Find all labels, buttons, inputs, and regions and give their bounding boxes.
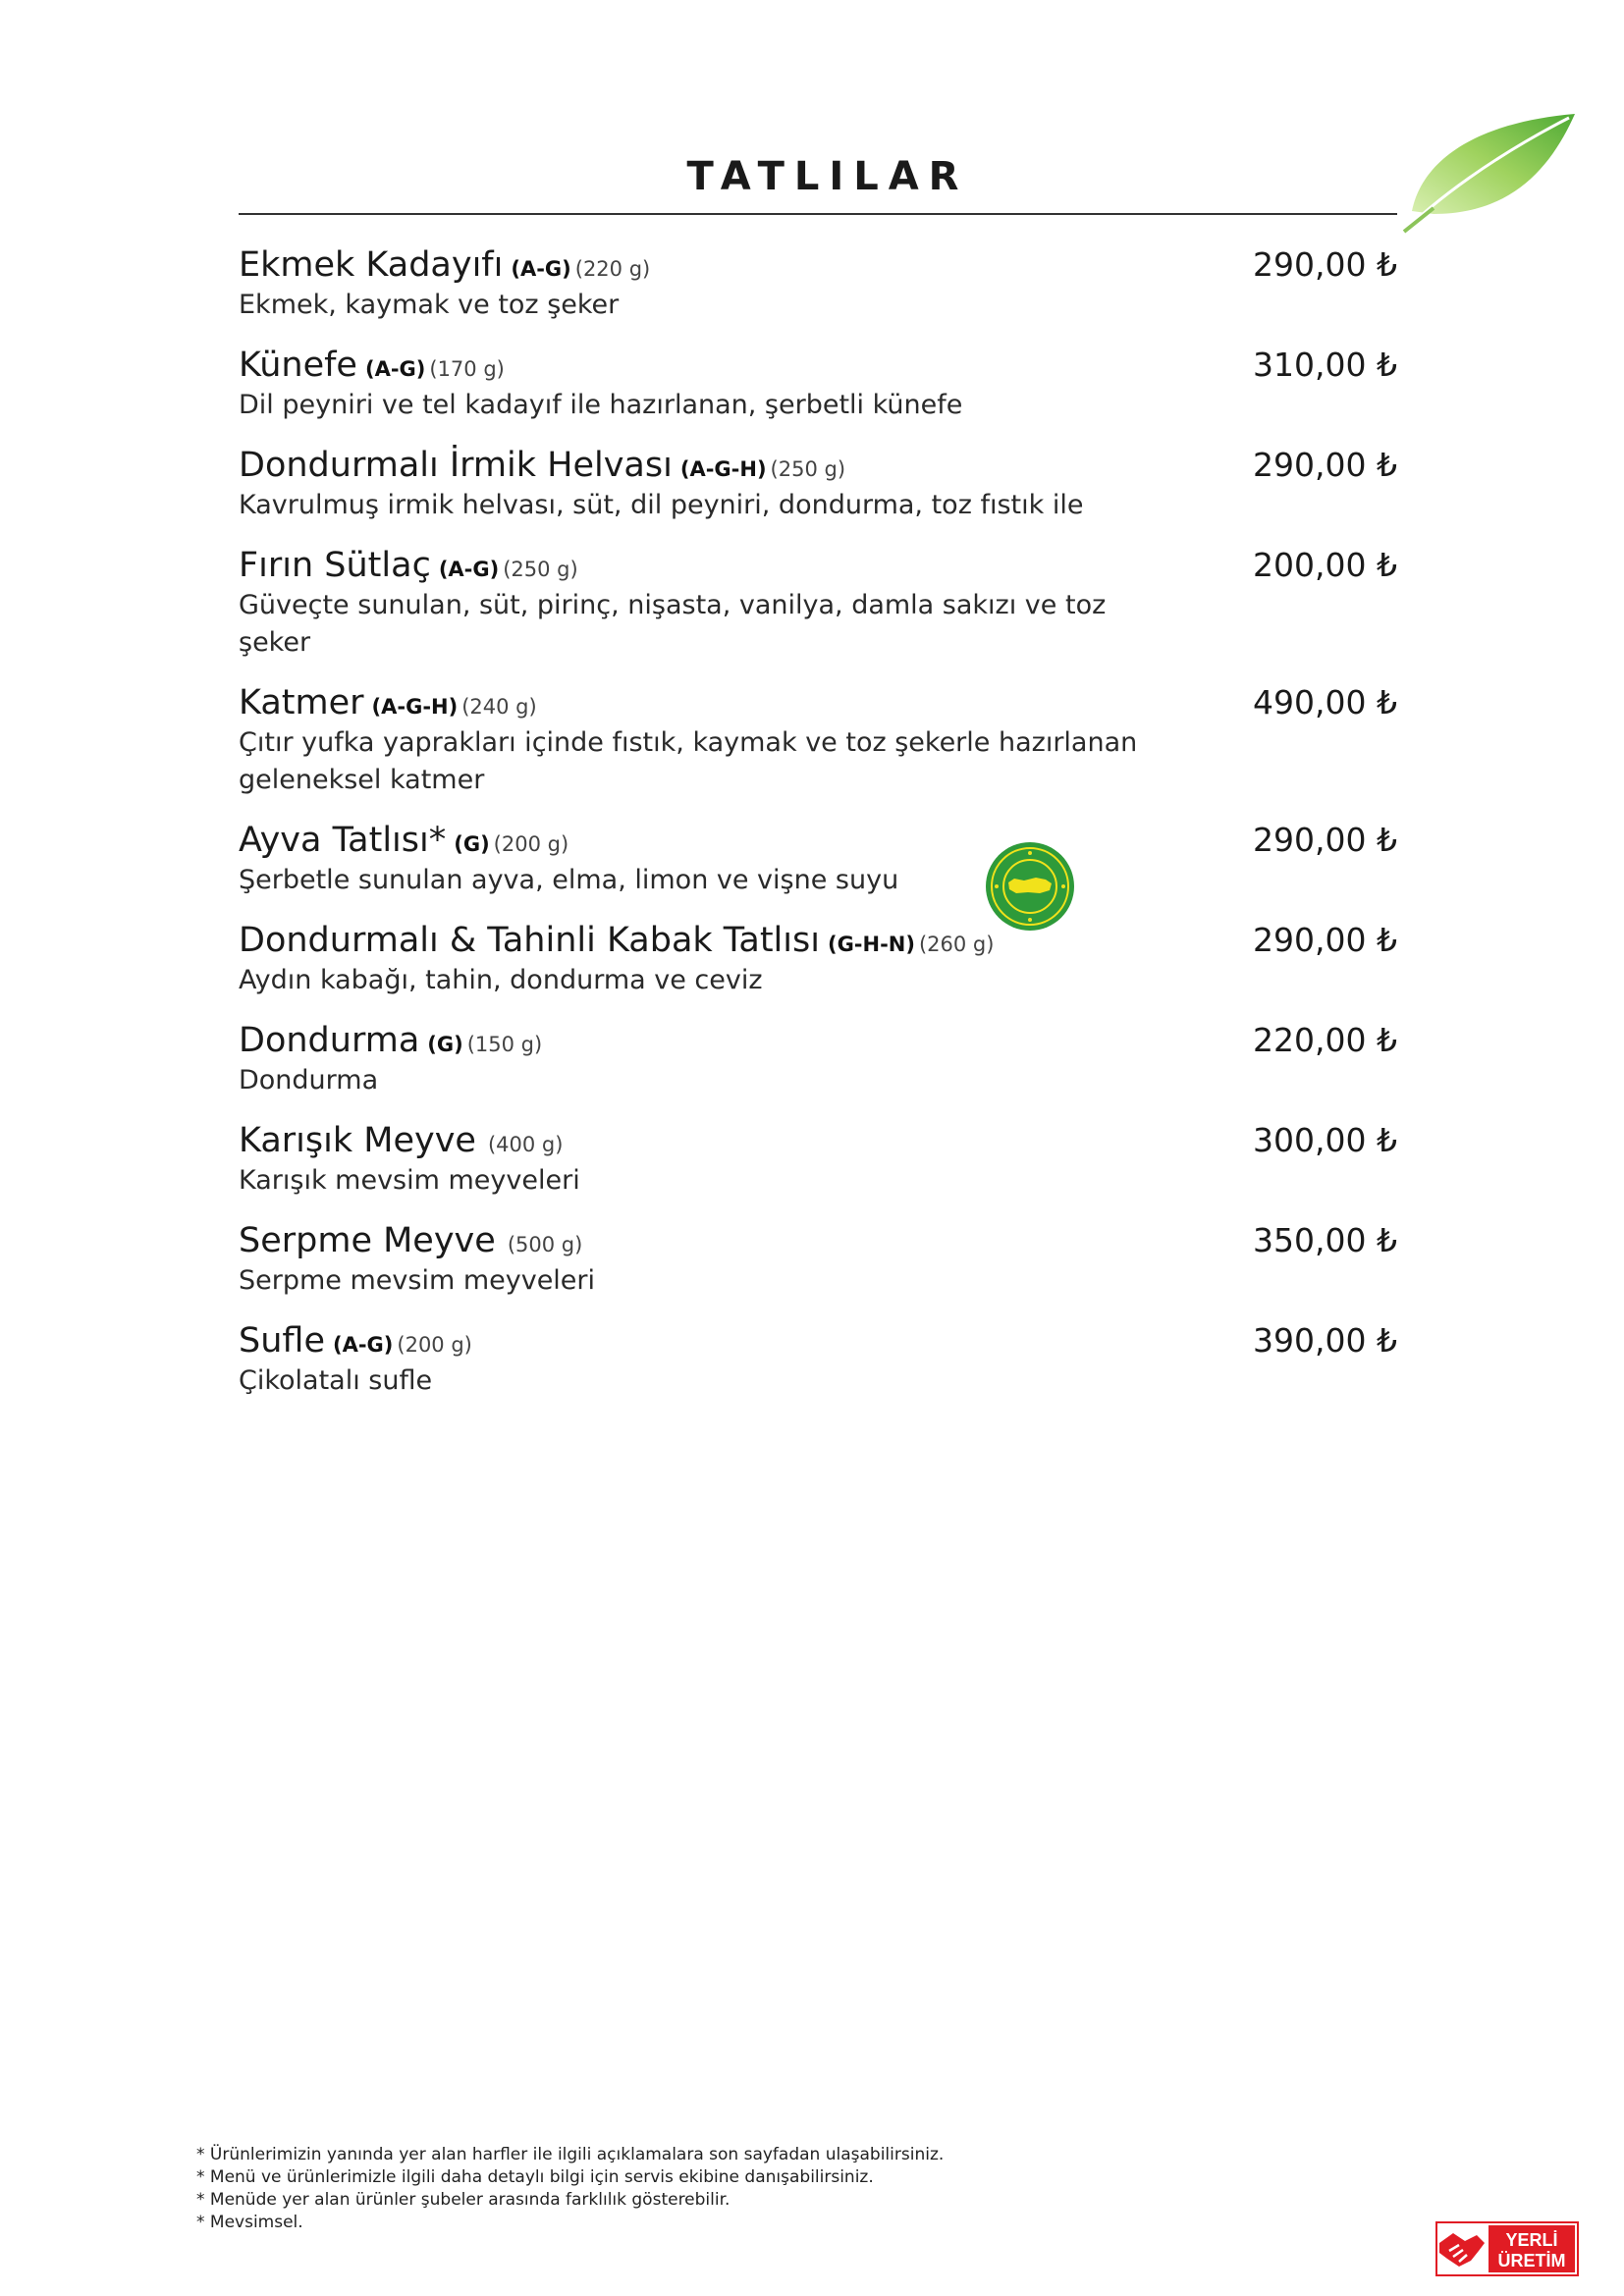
item-name: Fırın Sütlaç [239,546,431,585]
item-description: Güveçte sunulan, süt, pirinç, nişasta, vanilya, damla sakızı ve toz şeker [239,590,1107,658]
item-allergens: (G) [427,1033,463,1056]
title-divider [239,213,1397,215]
item-price: 490,00 ₺ [1253,683,1397,721]
footnote: * Menü ve ürünlerimizle ilgili daha detaylı bilgi için servis ekibine danışabilirsiniz. [196,2167,874,2187]
item-allergens: (G) [454,832,490,856]
menu-item [239,243,1397,324]
item-allergens: (G-H-N) [827,933,915,956]
item-name: Katmer [239,683,364,722]
item-allergens: (A-G) [438,558,500,581]
menu-item [239,1219,1397,1300]
item-weight: (150 g) [466,1033,543,1056]
yerli-uretim-badge [1435,2221,1579,2276]
item-price: 290,00 ₺ [1253,921,1397,959]
badge-line2: ÜRETİM [1497,2251,1566,2270]
item-name: Serpme Meyve [239,1221,496,1260]
item-weight: (240 g) [461,695,537,719]
menu-item [239,444,1397,524]
item-weight: (260 g) [918,933,995,956]
menu-item [239,681,1397,799]
item-weight: (200 g) [397,1333,472,1357]
item-name: Ekmek Kadayıfı [239,245,504,285]
item-description: Serpme mevsim meyveleri [239,1265,596,1296]
footnote: * Menüde yer alan ürünler şubeler arasında farklılık gösterebilir. [196,2190,731,2210]
leaf-icon [1394,108,1581,236]
item-name: Dondurmalı & Tahinli Kabak Tatlısı [239,921,820,960]
item-name: Dondurmalı İrmik Helvası [239,446,673,485]
item-weight: (400 g) [487,1133,564,1156]
item-name: Karışık Meyve [239,1121,476,1160]
footnote: * Ürünlerimizin yanında yer alan harfler ile ilgili açıklamalara son sayfadan ulaşabilirsiniz. [196,2145,945,2164]
item-allergens: (A-G) [364,357,426,381]
item-name: Ayva Tatlısı* [239,821,447,860]
dessert-menu-list [239,243,1397,1419]
item-description: Ekmek, kaymak ve toz şeker [239,290,620,320]
item-description: Kavrulmuş irmik helvası, süt, dil peyniri, dondurma, toz fıstık ile [239,490,1084,520]
item-weight: (250 g) [770,457,846,481]
item-price: 290,00 ₺ [1253,245,1397,284]
menu-item [239,1319,1397,1400]
geographical-indication-seal-icon [985,841,1075,932]
footnote: * Mevsimsel. [196,2213,303,2232]
section-header [239,152,1397,215]
menu-item [239,919,1397,999]
menu-item [239,1119,1397,1200]
item-price: 220,00 ₺ [1253,1021,1397,1059]
item-price: 350,00 ₺ [1253,1221,1397,1259]
item-name: Künefe [239,346,357,385]
item-allergens: (A-G-H) [371,695,459,719]
item-allergens: (A-G) [511,257,571,281]
item-price: 290,00 ₺ [1253,446,1397,484]
item-price: 310,00 ₺ [1253,346,1397,384]
item-weight: (250 g) [503,558,578,581]
menu-item [239,1019,1397,1099]
item-price: 390,00 ₺ [1253,1321,1397,1360]
item-weight: (500 g) [507,1233,583,1256]
badge-line1: YERLİ [1505,2230,1558,2250]
item-description: Aydın kabağı, tahin, dondurma ve ceviz [239,965,763,995]
item-price: 290,00 ₺ [1253,821,1397,859]
footnotes [196,2144,944,2234]
menu-item [239,544,1397,662]
menu-item [239,819,1397,899]
menu-item [239,344,1397,424]
item-price: 300,00 ₺ [1253,1121,1397,1159]
item-price: 200,00 ₺ [1253,546,1397,584]
item-description: Çikolatalı sufle [239,1365,433,1396]
page-title: TATLILAR [686,154,969,199]
item-description: Dil peyniri ve tel kadayıf ile hazırlanan, şerbetli künefe [239,390,963,420]
item-allergens: (A-G) [332,1333,394,1357]
item-weight: (200 g) [493,832,569,856]
item-weight: (170 g) [429,357,505,381]
item-description: Çıtır yufka yaprakları içinde fıstık, kaymak ve toz şekerle hazırlanan geleneksel katmer [239,727,1138,795]
item-allergens: (A-G-H) [679,457,767,481]
item-weight: (220 g) [574,257,651,281]
item-description: Dondurma [239,1065,379,1095]
item-description: Şerbetle sunulan ayva, elma, limon ve vişne suyu [239,865,899,895]
item-description: Karışık mevsim meyveleri [239,1165,580,1196]
item-name: Sufle [239,1321,325,1361]
item-name: Dondurma [239,1021,420,1060]
